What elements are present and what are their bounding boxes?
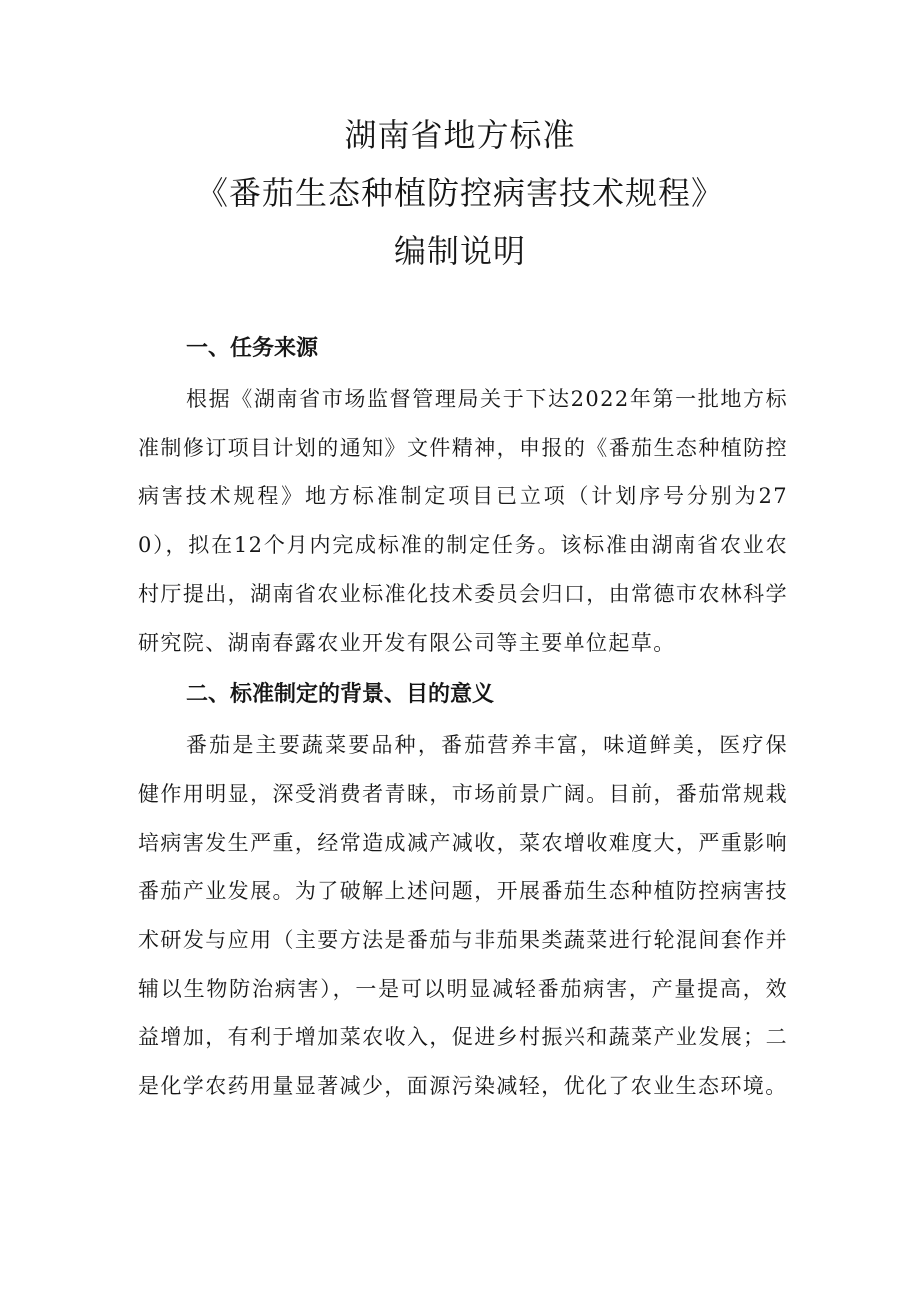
- title-line-regulation-name: 《番茄生态种植防控病害技术规程》: [195, 174, 724, 212]
- title-line-standard: 湖南省地方标准: [344, 116, 576, 154]
- section-heading-background-purpose: 二、标准制定的背景、目的意义: [186, 682, 495, 708]
- section-paragraph-background-purpose: 番茄是主要蔬菜要品种，番茄营养丰富，味道鲜美，医疗保健作用明显，深受消费者青睐，市场前景广阔。目前，番茄常规栽培病害发生严重，经常造成减产减收，菜农增收难度大，严重影响番茄产业发展。为了破解上述问题，开展番茄生态种植防控病害技术研发与应用（主要方法是番茄与非茄果类蔬菜进行轮混间套作并辅以生物防治病害），一是可以明显减轻番茄病害，产量提高，效益增加，有利于增加菜农收入，促进乡村振兴和蔬菜产业发展；二是化学农药用量显著减少，面源污染减轻，优化了农业生态环境。: [138, 733, 788, 1099]
- title-line-compilation-notes: 编制说明: [393, 232, 526, 270]
- document-body: [138, 325, 788, 1111]
- section-heading-task-source: 一、任务来源: [186, 336, 319, 361]
- document-title: [0, 106, 920, 280]
- section-paragraph-task-source: 根据《湖南省市场监督管理局关于下达2022年第一批地方标准制修订项目计划的通知》文件精神，申报的《番茄生态种植防控病害技术规程》地方标准制定项目已立项（计划序号分别为270），拟在12个月内完成标准的制定任务。该标准由湖南省农业农村厅提出，湖南省农业标准化技术委员会归口，由常德市农林科学研究院、湖南春露农业开发有限公司等主要单位起草。: [138, 387, 788, 655]
